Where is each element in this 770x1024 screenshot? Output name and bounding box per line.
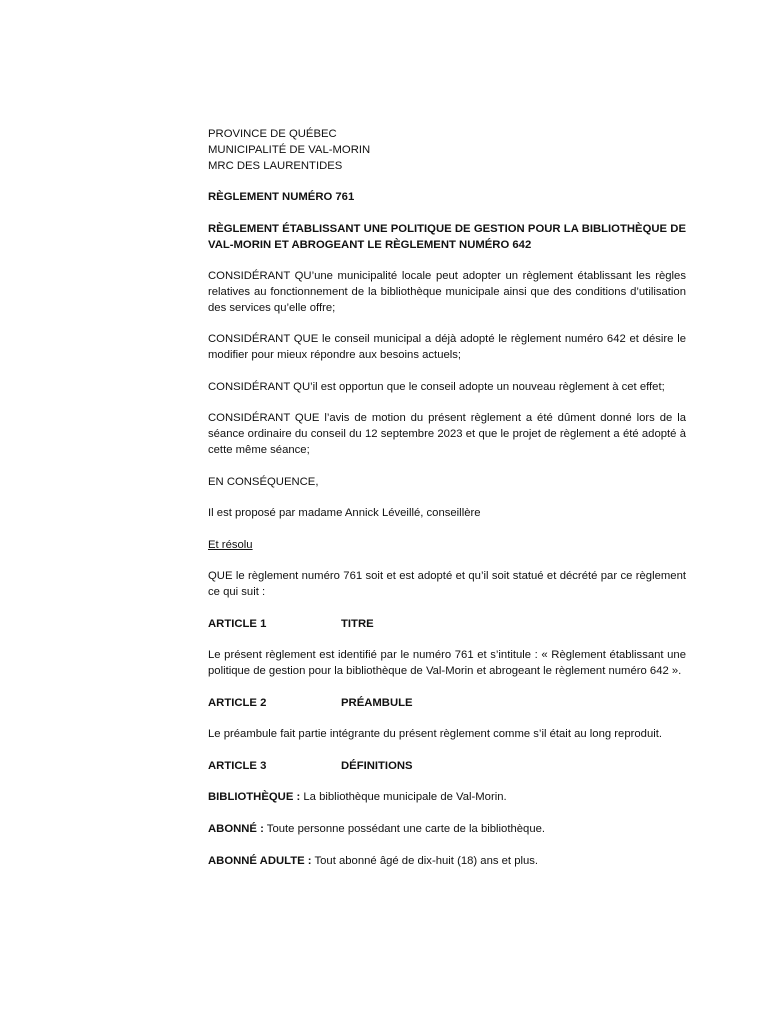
document-page <box>208 127 686 869</box>
article-1-text: Le présent règlement est identifié par le numéro 761 et s’intitule : « Règlement établissant une politique de gestion pour la bibliothèque de Val-Morin et abrogeant le règlement numéro 642 ». <box>208 649 686 678</box>
en-consequence: EN CONSÉQUENCE, <box>208 475 319 488</box>
article-1-heading <box>208 617 686 633</box>
article-2-text: Le préambule fait partie intégrante du présent règlement comme s’il était au long reproduit. <box>208 728 663 741</box>
proposition: Il est proposé par madame Annick Léveillé, conseillère <box>208 507 481 520</box>
article-2-title: PRÉAMBULE <box>341 696 413 709</box>
definition-abonne-adulte <box>208 854 686 870</box>
considerant-1: CONSIDÉRANT QU’une municipalité locale peut adopter un règlement établissant les règles relatives au fonctionnement de la bibliothèque municipale ainsi que des conditions d’utilisation des services qu’elle offre; <box>208 270 686 314</box>
article-1-number: ARTICLE 1 <box>208 617 267 630</box>
article-3-title: DÉFINITIONS <box>341 759 413 772</box>
considerant-3: CONSIDÉRANT QU’il est opportun que le conseil adopte un nouveau règlement à cet effet; <box>208 380 665 393</box>
header-municipality: MUNICIPALITÉ DE VAL-MORIN <box>208 143 371 156</box>
definition-term: BIBLIOTHÈQUE : <box>208 791 301 804</box>
que-reglement: QUE le règlement numéro 761 soit et est adopté et qu’il soit statué et décrété par ce règlement ce qui suit : <box>208 570 686 599</box>
article-3-heading <box>208 759 686 775</box>
article-2-number: ARTICLE 2 <box>208 696 267 709</box>
definition-abonne <box>208 822 686 838</box>
reglement-number: RÈGLEMENT NUMÉRO 761 <box>208 191 355 204</box>
header-mrc: MRC DES LAURENTIDES <box>208 159 343 172</box>
definition-text: La bibliothèque municipale de Val-Morin. <box>300 791 507 804</box>
definition-bibliotheque <box>208 790 686 806</box>
definition-term: ABONNÉ ADULTE : <box>208 854 312 867</box>
article-2-heading <box>208 696 686 712</box>
considerant-2: CONSIDÉRANT QUE le conseil municipal a déjà adopté le règlement numéro 642 et désire le modifier pour mieux répondre aux besoins actuels; <box>208 333 686 362</box>
considerant-4: CONSIDÉRANT QUE l’avis de motion du présent règlement a été dûment donné lors de la séance ordinaire du conseil du 12 septembre 2023 et que le projet de règlement a été adopté à cette même séance; <box>208 412 686 456</box>
et-resolu: Et résolu <box>208 538 253 551</box>
definition-text: Tout abonné âgé de dix-huit (18) ans et plus. <box>311 854 539 867</box>
article-3-number: ARTICLE 3 <box>208 759 267 772</box>
article-1-title: TITRE <box>341 617 374 630</box>
header-block <box>208 127 686 174</box>
reglement-title: RÈGLEMENT ÉTABLISSANT UNE POLITIQUE DE GESTION POUR LA BIBLIOTHÈQUE DE VAL-MORIN ET ABROGEANT LE RÈGLEMENT NUMÉRO 642 <box>208 222 686 251</box>
definition-term: ABONNÉ : <box>208 823 264 836</box>
header-province: PROVINCE DE QUÉBEC <box>208 128 337 140</box>
definition-text: Toute personne possédant une carte de la bibliothèque. <box>263 823 546 836</box>
